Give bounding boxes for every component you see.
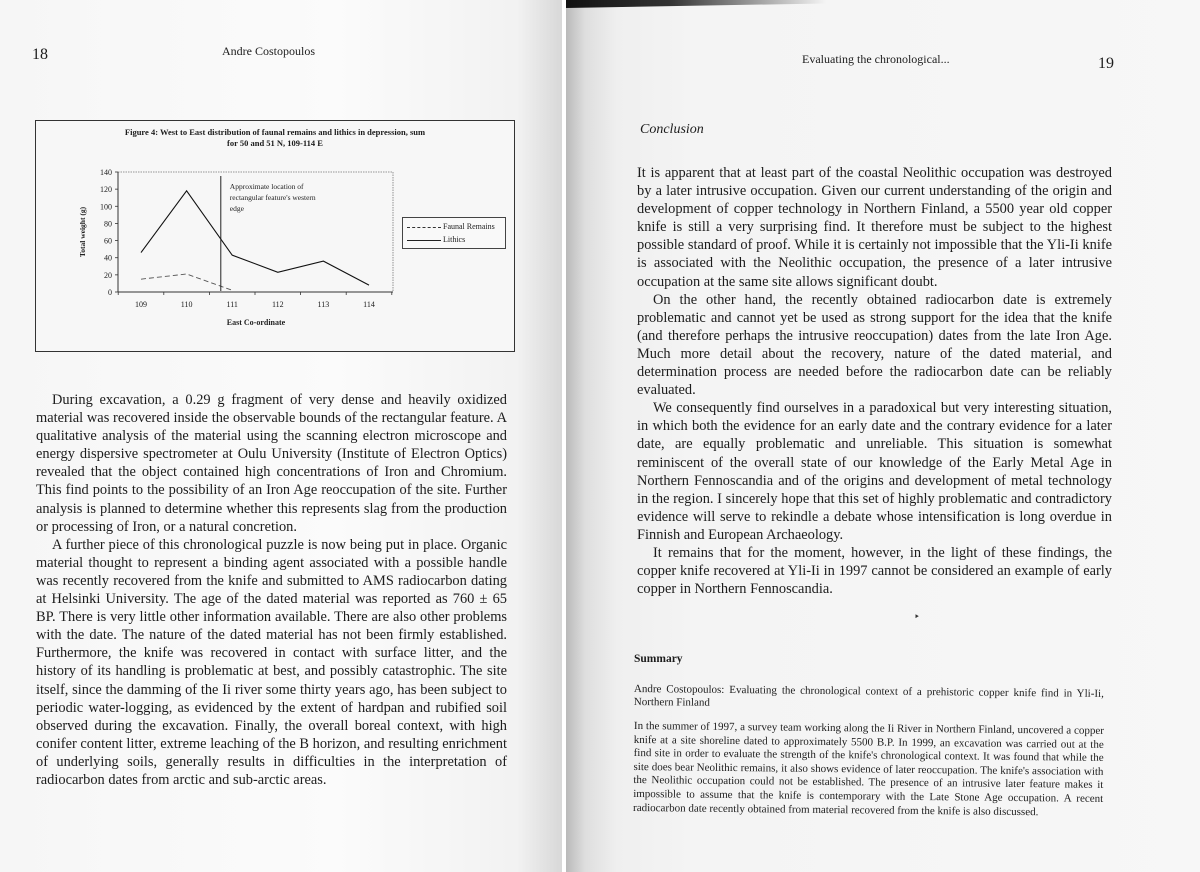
svg-text:edge: edge (229, 204, 244, 213)
svg-text:40: 40 (104, 253, 112, 263)
section-heading-conclusion: Conclusion (640, 122, 704, 137)
summary-heading: Summary (634, 653, 683, 665)
svg-text:Approximate location of: Approximate location of (229, 182, 304, 191)
summary-body: In the summer of 1997, a survey team working along the Ii River in Northern Finland, uncovered a copper knife at a site shoreline dated to approximately 5500 B.P. In 1999, an excavation was carried out at the find site in order to evaluate the strength of the knife's chronological context. It was found that while the site does bear Neolithic remains, it also shows evidence of later reoccupation. The knife's association with the Neolithic occupation could not be established. The presence of an intrusive later feature makes it impossible to assume that the knife is contemporary with the Late Stone Age occupation. A recent radiocarbon date recently obtained from material recovered from the knife is also discussed. (633, 720, 1104, 818)
stray-mark: ‣ (914, 612, 920, 623)
dashed-line-icon (407, 227, 441, 228)
svg-text:20: 20 (104, 270, 112, 280)
svg-text:110: 110 (180, 300, 193, 309)
page-number-right: 19 (1098, 55, 1114, 72)
svg-text:112: 112 (271, 300, 284, 309)
paragraph: During excavation, a 0.29 g fragment of very dense and heavily oxidized material was recovered inside the observable bounds of the rectangular feature. A qualitative analysis of the material using the scanning electron microscope and energy dispersive spectrometer at Oulu University (Institute of Electron Optics) revealed that the object contained high concentrations of Iron and Chromium. This find points to the possibility of an Iron Age reoccupation of the site. Further analysis is planned to determine whether this represents slag from the production or processing of Iron, or a natural concretion. (36, 392, 507, 535)
svg-text:100: 100 (100, 202, 112, 212)
paragraph: It remains that for the moment, however, in the light of these findings, the copper knife recovered at Yli-Ii in 1997 cannot be considered an example of early copper in Northern Fennoscandia. (637, 544, 1112, 598)
svg-text:60: 60 (104, 236, 112, 246)
paragraph: On the other hand, the recently obtained radiocarbon date is extremely problematic and cannot yet be used as strong support for the idea that the knife (and therefore perhaps the intrusive reoccupation) dates from the late Iron Age. Much more detail about the recovery, nature of the dated material, and determination process are needed before the radiocarbon date can be reliably evaluated. (637, 291, 1112, 399)
svg-text:114: 114 (363, 300, 375, 309)
chart-legend (402, 217, 506, 249)
svg-text:80: 80 (104, 219, 112, 229)
svg-text:109: 109 (135, 300, 147, 309)
svg-text:0: 0 (108, 288, 112, 297)
svg-text:East Co-ordinate: East Co-ordinate (226, 318, 286, 327)
svg-text:111: 111 (226, 300, 238, 309)
solid-line-icon (407, 240, 441, 241)
paragraph: It is apparent that at least part of the coastal Neolithic occupation was destroyed by a later intrusive occupation. Given our current understanding of the origin and development of copper technology in Northern Finland, a 5500 year old copper knife is still a very surprising find. It therefore must be subject to the highest possible standard of proof. While it is certainly not impossible that the Yli-Ii knife is associated with the Neolithic occupation, the presence of a later intrusive occupation at the same site allows significant doubt. (637, 165, 1112, 290)
svg-text:113: 113 (317, 300, 330, 309)
caption-line-2: for 50 and 51 N, 109-114 E (227, 138, 323, 148)
caption-line-1: Figure 4: West to East distribution of faunal remains and lithics in depression, sum (124, 127, 426, 137)
left-page-body (36, 391, 507, 789)
legend-label: Lithics (443, 235, 466, 244)
svg-text:rectangular feature's western: rectangular feature's western (229, 193, 316, 202)
legend-item-lithics (407, 234, 465, 246)
legend-item-faunal (407, 221, 495, 233)
page-number-left: 18 (32, 46, 48, 63)
running-head-left: Andre Costopoulos (222, 44, 315, 58)
svg-text:120: 120 (100, 185, 112, 195)
svg-text:Total weight (g): Total weight (g) (78, 206, 87, 258)
running-head-right: Evaluating the chronological... (802, 52, 950, 66)
paragraph: We consequently find ourselves in a paradoxical but very interesting situation, in which both the evidence for an early date and the contrary evidence for a later date, are equally problematic and unreliable. This situation is somewhat reminiscent of the overall state of our knowledge of the Early Metal Age in Northern Fennoscandia and of the origins and development of metal technology in the region. I sincerely hope that this set of highly problematic and contradictory evidence will serve to rekindle a debate whose intensification is long overdue in Finnish and European Archaeology. (637, 400, 1112, 543)
right-page-body (637, 164, 1112, 598)
svg-text:140: 140 (100, 168, 112, 177)
summary-title: Andre Costopoulos: Evaluating the chronological context of a prehistoric copper knife find in Yli-Ii, Northern Finland (633, 683, 1104, 709)
legend-label: Faunal Remains (443, 222, 495, 231)
figure-4 (35, 120, 515, 352)
paragraph: A further piece of this chronological puzzle is now being put in place. Organic material thought to represent a binding agent associated with a possible handle was recently recovered from the knife and submitted to AMS radiocarbon dating at Helsinki University. The age of the dated material was reported as 760 ± 65 BP. There is very little other information available. There are also other problems with the date. The nature of the dated material has not been firmly established. Furthermore, the knife was recovered in contact with surface litter, and the history of its handling is problematic at best, and possibly catastrophic. The site itself, since the damming of the Ii river some thirty years ago, has been subject to periodic water-logging, as evidenced by the extent of hardpan and rubified soil observed during the excavation. Finally, the overall boreal context, with high conifer content litter, extreme leaching of the B horizon, and resulting enrichment of underlying soils, generally results in difficulties in the interpretation of radiocarbon dates from arctic and sub-arctic areas. (36, 536, 507, 788)
